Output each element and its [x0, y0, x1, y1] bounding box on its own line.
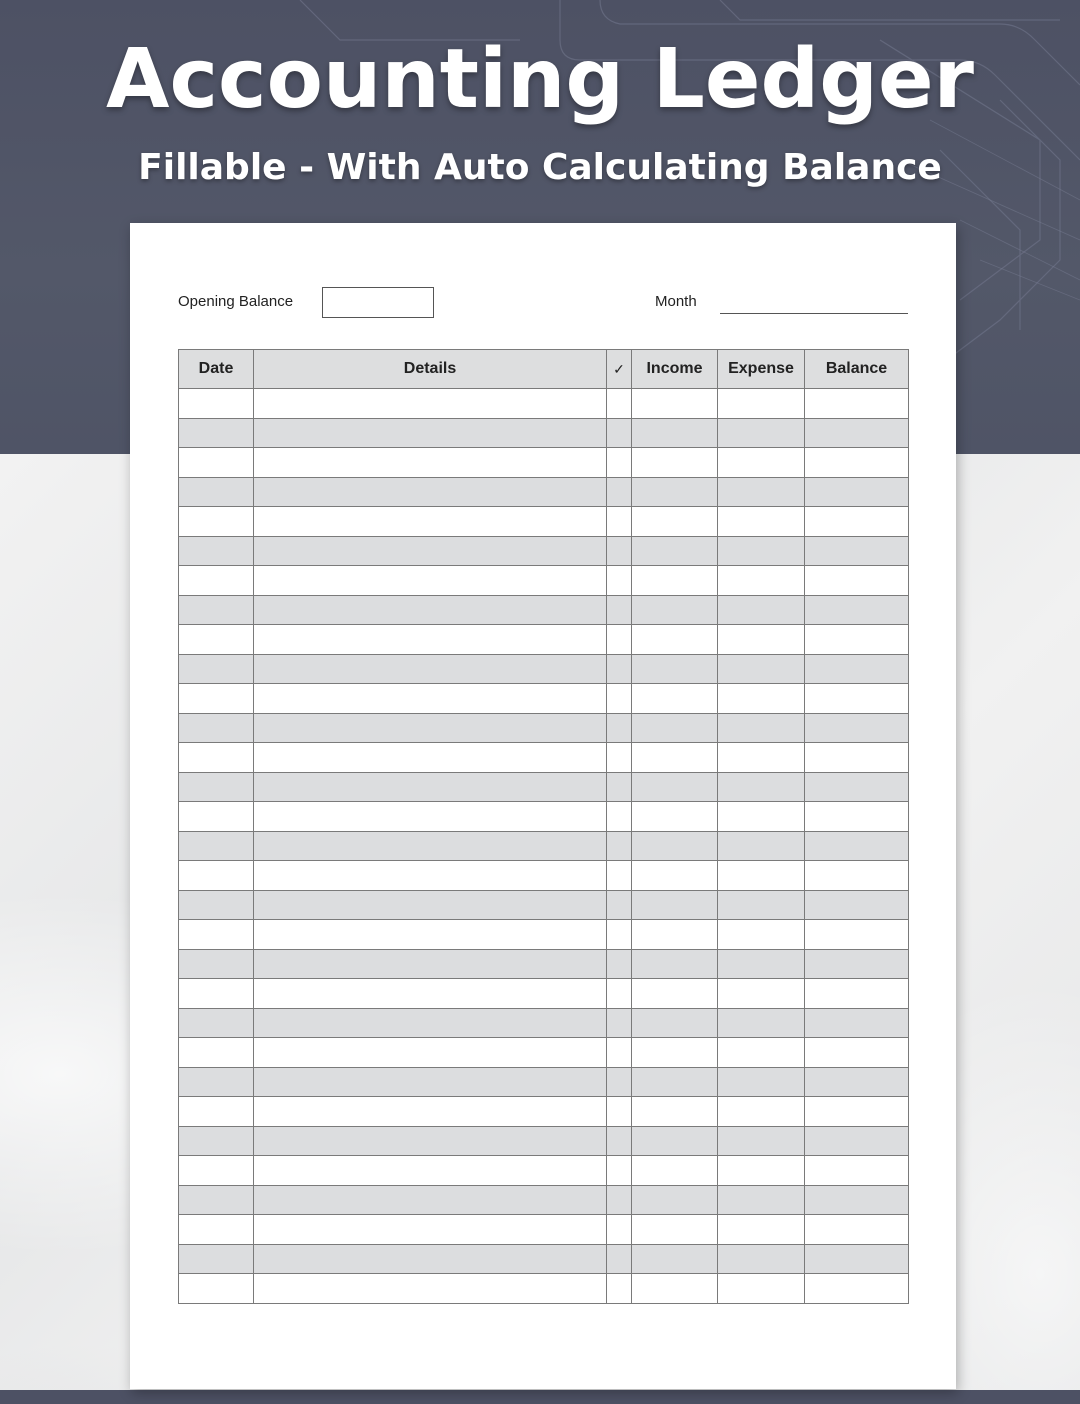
page-title: Accounting Ledger — [105, 32, 974, 127]
column-header-check: ✓ — [607, 350, 632, 389]
cell-details[interactable] — [254, 448, 607, 478]
cell-check[interactable] — [607, 1244, 632, 1274]
table-row — [179, 1274, 909, 1304]
cell-balance[interactable] — [805, 595, 909, 625]
cell-expense[interactable] — [718, 507, 805, 537]
table-row — [179, 1215, 909, 1245]
table-row — [179, 1156, 909, 1186]
cell-expense[interactable] — [718, 389, 805, 419]
cell-income[interactable] — [632, 1067, 718, 1097]
cell-expense[interactable] — [718, 566, 805, 596]
cell-balance[interactable] — [805, 861, 909, 891]
table-row — [179, 507, 909, 537]
cell-expense[interactable] — [718, 1097, 805, 1127]
cell-check[interactable] — [607, 654, 632, 684]
cell-check[interactable] — [607, 566, 632, 596]
cell-check[interactable] — [607, 507, 632, 537]
table-row — [179, 654, 909, 684]
table-row — [179, 949, 909, 979]
cell-expense[interactable] — [718, 1185, 805, 1215]
table-row — [179, 1097, 909, 1127]
cell-check[interactable] — [607, 1215, 632, 1245]
cell-date[interactable] — [179, 979, 254, 1009]
cell-income[interactable] — [632, 802, 718, 832]
cell-details[interactable] — [254, 949, 607, 979]
cell-check[interactable] — [607, 448, 632, 478]
cell-balance[interactable] — [805, 920, 909, 950]
cell-expense[interactable] — [718, 979, 805, 1009]
table-row — [179, 448, 909, 478]
cell-details[interactable] — [254, 1008, 607, 1038]
cell-expense[interactable] — [718, 949, 805, 979]
cell-date[interactable] — [179, 389, 254, 419]
cell-check[interactable] — [607, 1126, 632, 1156]
table-row — [179, 1008, 909, 1038]
cell-income[interactable] — [632, 713, 718, 743]
cell-date[interactable] — [179, 536, 254, 566]
cell-balance[interactable] — [805, 1185, 909, 1215]
cell-expense[interactable] — [718, 654, 805, 684]
cell-details[interactable] — [254, 1126, 607, 1156]
bottom-bar — [0, 1390, 1080, 1404]
cell-details[interactable] — [254, 920, 607, 950]
cell-date[interactable] — [179, 1097, 254, 1127]
cell-details[interactable] — [254, 861, 607, 891]
cell-balance[interactable] — [805, 831, 909, 861]
cell-balance[interactable] — [805, 1274, 909, 1304]
cell-details[interactable] — [254, 477, 607, 507]
cell-details[interactable] — [254, 772, 607, 802]
table-row — [179, 713, 909, 743]
cell-date[interactable] — [179, 1126, 254, 1156]
cell-details[interactable] — [254, 713, 607, 743]
cell-balance[interactable] — [805, 1156, 909, 1186]
cell-balance[interactable] — [805, 507, 909, 537]
table-row — [179, 1126, 909, 1156]
cell-details[interactable] — [254, 625, 607, 655]
cell-details[interactable] — [254, 418, 607, 448]
cell-details[interactable] — [254, 1097, 607, 1127]
cell-date[interactable] — [179, 861, 254, 891]
cell-date[interactable] — [179, 1215, 254, 1245]
cell-income[interactable] — [632, 861, 718, 891]
cell-date[interactable] — [179, 1067, 254, 1097]
cell-expense[interactable] — [718, 920, 805, 950]
cell-check[interactable] — [607, 802, 632, 832]
cell-expense[interactable] — [718, 1038, 805, 1068]
cell-date[interactable] — [179, 507, 254, 537]
cell-date[interactable] — [179, 448, 254, 478]
cell-balance[interactable] — [805, 1097, 909, 1127]
table-row — [179, 1038, 909, 1068]
cell-details[interactable] — [254, 979, 607, 1009]
cell-balance[interactable] — [805, 772, 909, 802]
cell-check[interactable] — [607, 890, 632, 920]
cell-date[interactable] — [179, 890, 254, 920]
cell-expense[interactable] — [718, 861, 805, 891]
table-row — [179, 979, 909, 1009]
cell-date[interactable] — [179, 566, 254, 596]
cell-income[interactable] — [632, 1215, 718, 1245]
cell-expense[interactable] — [718, 831, 805, 861]
table-row — [179, 477, 909, 507]
cell-expense[interactable] — [718, 1067, 805, 1097]
cell-check[interactable] — [607, 418, 632, 448]
cell-income[interactable] — [632, 1244, 718, 1274]
column-header-expense: Expense — [718, 350, 805, 389]
cell-check[interactable] — [607, 1008, 632, 1038]
table-row — [179, 684, 909, 714]
ledger-sheet — [130, 223, 956, 1389]
cell-details[interactable] — [254, 1244, 607, 1274]
cell-income[interactable] — [632, 1097, 718, 1127]
cell-date[interactable] — [179, 743, 254, 773]
table-row — [179, 595, 909, 625]
cell-expense[interactable] — [718, 536, 805, 566]
cell-income[interactable] — [632, 536, 718, 566]
cell-date[interactable] — [179, 625, 254, 655]
cell-check[interactable] — [607, 1097, 632, 1127]
table-row — [179, 566, 909, 596]
cell-income[interactable] — [632, 772, 718, 802]
table-row — [179, 890, 909, 920]
cell-income[interactable] — [632, 448, 718, 478]
cell-date[interactable] — [179, 654, 254, 684]
cell-income[interactable] — [632, 1274, 718, 1304]
cell-check[interactable] — [607, 772, 632, 802]
cell-check[interactable] — [607, 625, 632, 655]
cell-date[interactable] — [179, 1008, 254, 1038]
cell-details[interactable] — [254, 1156, 607, 1186]
cell-check[interactable] — [607, 979, 632, 1009]
cell-date[interactable] — [179, 1038, 254, 1068]
cell-date[interactable] — [179, 684, 254, 714]
cell-details[interactable] — [254, 507, 607, 537]
cell-balance[interactable] — [805, 802, 909, 832]
cell-details[interactable] — [254, 802, 607, 832]
table-row — [179, 536, 909, 566]
cell-check[interactable] — [607, 1038, 632, 1068]
cell-income[interactable] — [632, 507, 718, 537]
cell-balance[interactable] — [805, 625, 909, 655]
cell-balance[interactable] — [805, 566, 909, 596]
cell-check[interactable] — [607, 389, 632, 419]
opening-balance-field[interactable] — [322, 287, 434, 318]
cell-check[interactable] — [607, 831, 632, 861]
cell-expense[interactable] — [718, 772, 805, 802]
table-row — [179, 1185, 909, 1215]
cell-details[interactable] — [254, 389, 607, 419]
table-row — [179, 831, 909, 861]
table-row — [179, 861, 909, 891]
column-header-details: Details — [254, 350, 607, 389]
cell-balance[interactable] — [805, 1067, 909, 1097]
cell-check[interactable] — [607, 1156, 632, 1186]
cell-expense[interactable] — [718, 1156, 805, 1186]
cell-date[interactable] — [179, 802, 254, 832]
opening-balance-label: Opening Balance — [178, 293, 294, 310]
cell-details[interactable] — [254, 566, 607, 596]
cell-details[interactable] — [254, 1067, 607, 1097]
cell-income[interactable] — [632, 389, 718, 419]
table-row — [179, 1067, 909, 1097]
cell-income[interactable] — [632, 1008, 718, 1038]
cell-details[interactable] — [254, 1185, 607, 1215]
cell-details[interactable] — [254, 890, 607, 920]
cell-income[interactable] — [632, 595, 718, 625]
cell-check[interactable] — [607, 713, 632, 743]
cell-balance[interactable] — [805, 890, 909, 920]
cell-check[interactable] — [607, 684, 632, 714]
cell-income[interactable] — [632, 566, 718, 596]
cell-income[interactable] — [632, 1126, 718, 1156]
cell-check[interactable] — [607, 1274, 632, 1304]
cell-date[interactable] — [179, 1156, 254, 1186]
table-row — [179, 389, 909, 419]
cell-details[interactable] — [254, 831, 607, 861]
month-field[interactable] — [720, 313, 908, 314]
cell-balance[interactable] — [805, 1244, 909, 1274]
cell-details[interactable] — [254, 595, 607, 625]
cell-income[interactable] — [632, 890, 718, 920]
cell-income[interactable] — [632, 1156, 718, 1186]
cell-balance[interactable] — [805, 389, 909, 419]
cell-date[interactable] — [179, 949, 254, 979]
cell-balance[interactable] — [805, 979, 909, 1009]
table-row — [179, 418, 909, 448]
cell-income[interactable] — [632, 920, 718, 950]
cell-check[interactable] — [607, 1185, 632, 1215]
cell-income[interactable] — [632, 477, 718, 507]
cell-balance[interactable] — [805, 743, 909, 773]
cell-balance[interactable] — [805, 713, 909, 743]
cell-expense[interactable] — [718, 477, 805, 507]
cell-income[interactable] — [632, 418, 718, 448]
cell-check[interactable] — [607, 1067, 632, 1097]
cell-date[interactable] — [179, 831, 254, 861]
cell-balance[interactable] — [805, 1215, 909, 1245]
cell-balance[interactable] — [805, 448, 909, 478]
column-header-balance: Balance — [805, 350, 909, 389]
cell-details[interactable] — [254, 684, 607, 714]
cell-income[interactable] — [632, 743, 718, 773]
cell-income[interactable] — [632, 654, 718, 684]
cell-check[interactable] — [607, 861, 632, 891]
cell-expense[interactable] — [718, 743, 805, 773]
cell-details[interactable] — [254, 1215, 607, 1245]
cell-income[interactable] — [632, 684, 718, 714]
ledger-body — [179, 389, 909, 1304]
cell-balance[interactable] — [805, 1008, 909, 1038]
cell-expense[interactable] — [718, 802, 805, 832]
cell-date[interactable] — [179, 1185, 254, 1215]
cell-date[interactable] — [179, 477, 254, 507]
cell-expense[interactable] — [718, 625, 805, 655]
cell-expense[interactable] — [718, 595, 805, 625]
cell-check[interactable] — [607, 743, 632, 773]
cell-expense[interactable] — [718, 713, 805, 743]
cell-check[interactable] — [607, 536, 632, 566]
cell-expense[interactable] — [718, 1215, 805, 1245]
table-row — [179, 772, 909, 802]
table-row — [179, 802, 909, 832]
cell-details[interactable] — [254, 743, 607, 773]
cell-income[interactable] — [632, 979, 718, 1009]
cell-date[interactable] — [179, 418, 254, 448]
cell-expense[interactable] — [718, 418, 805, 448]
table-row — [179, 920, 909, 950]
cell-date[interactable] — [179, 595, 254, 625]
cell-balance[interactable] — [805, 1038, 909, 1068]
ledger-header-row — [179, 350, 909, 389]
cell-expense[interactable] — [718, 890, 805, 920]
cell-details[interactable] — [254, 654, 607, 684]
cell-details[interactable] — [254, 536, 607, 566]
cell-date[interactable] — [179, 1244, 254, 1274]
table-row — [179, 1244, 909, 1274]
cell-balance[interactable] — [805, 684, 909, 714]
cell-income[interactable] — [632, 1038, 718, 1068]
column-header-date: Date — [179, 350, 254, 389]
cell-balance[interactable] — [805, 477, 909, 507]
cell-balance[interactable] — [805, 418, 909, 448]
cell-balance[interactable] — [805, 1126, 909, 1156]
cell-check[interactable] — [607, 949, 632, 979]
cell-income[interactable] — [632, 831, 718, 861]
cell-check[interactable] — [607, 595, 632, 625]
cell-check[interactable] — [607, 920, 632, 950]
column-header-income: Income — [632, 350, 718, 389]
cell-date[interactable] — [179, 772, 254, 802]
table-row — [179, 743, 909, 773]
cell-details[interactable] — [254, 1274, 607, 1304]
cell-income[interactable] — [632, 1185, 718, 1215]
cell-expense[interactable] — [718, 448, 805, 478]
table-row — [179, 625, 909, 655]
ledger-table — [178, 349, 909, 1304]
cell-expense[interactable] — [718, 1244, 805, 1274]
cell-balance[interactable] — [805, 654, 909, 684]
cell-expense[interactable] — [718, 1126, 805, 1156]
cell-details[interactable] — [254, 1038, 607, 1068]
cell-date[interactable] — [179, 713, 254, 743]
page-subtitle: Fillable - With Auto Calculating Balance — [138, 147, 942, 188]
cell-income[interactable] — [632, 625, 718, 655]
cell-expense[interactable] — [718, 1008, 805, 1038]
cell-date[interactable] — [179, 920, 254, 950]
cell-income[interactable] — [632, 949, 718, 979]
cell-balance[interactable] — [805, 949, 909, 979]
cell-check[interactable] — [607, 477, 632, 507]
cell-expense[interactable] — [718, 684, 805, 714]
cell-date[interactable] — [179, 1274, 254, 1304]
cell-balance[interactable] — [805, 536, 909, 566]
month-label: Month — [655, 293, 697, 310]
cell-expense[interactable] — [718, 1274, 805, 1304]
